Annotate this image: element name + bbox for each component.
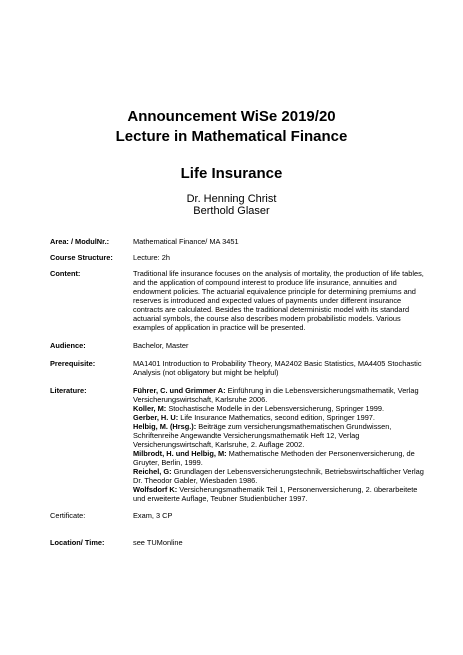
- content-label: Content:: [50, 269, 81, 278]
- literature-item: Milbrodt, H. und Helbig, M: Mathematische Methoden der Personenversicherung, de Gruyter, Berlin, 1999.: [133, 449, 415, 467]
- area-label: Area: / ModulNr.:: [50, 237, 110, 246]
- content-value: Traditional life insurance focuses on the analysis of mortality, the production of life tables, and the application of compound interest to produce life insurance, annuities and endowment policies. The actuarial equivalence principle for determining premiums and reserves is introduced and expected values of payments under different insurance contracts are calculated. Besides the traditional deterministic model with its standard actuarial symbols, the course also describes modern probabilistic models. Various examples of application in practice will be presented.: [133, 269, 424, 332]
- literature-item: Führer, C. und Grimmer A: Einführung in die Lebensversicherungsmathematik, Verlag Versicherungswirtschaft, Karlsruhe 2006.: [133, 386, 419, 404]
- literature-item: Gerber, H. U: Life Insurance Mathematics, second edition, Springer 1997.: [133, 413, 375, 422]
- certificate-label: Certificate:: [50, 511, 86, 520]
- certificate-value: Exam, 3 CP: [133, 511, 173, 520]
- prerequisite-value: MA1401 Introduction to Probability Theory, MA2402 Basic Statistics, MA4405 Stochastic Analysis (not obligatory but might be helpful): [133, 359, 422, 377]
- area-value: Mathematical Finance/ MA 3451: [133, 237, 239, 246]
- location-value: see TUMonline: [133, 538, 183, 547]
- audience-label: Audience:: [50, 341, 86, 350]
- literature-item: Wolfsdorf K: Versicherungsmathematik Teil 1, Personenversicherung, 2. überarbeitete und erweiterte Auflage, Teubner Studienbücher 1997.: [133, 485, 418, 503]
- location-label: Location/ Time:: [50, 538, 105, 547]
- author-name: Dr. Henning Christ: [186, 193, 277, 205]
- literature-list: [133, 386, 428, 503]
- structure-value: Lecture: 2h: [133, 253, 170, 262]
- literature-label: Literature:: [50, 386, 87, 395]
- structure-label: Course Structure:: [50, 253, 113, 262]
- literature-item: Helbig, M. (Hrsg.): Beiträge zum versicherungsmathematischen Grundwissen, Schriftenreihe Angewandte Versicherungsmathematik Heft 12, Verlag Versicherungswirtschaft, Karlsruhe, 2. Auflage 2002.: [133, 422, 392, 449]
- literature-item: Reichel, G: Grundlagen der Lebensversicherungstechnik, Betriebswirtschaftlicher Verlag Dr. Theodor Gabler, Wiesbaden 1986.: [133, 467, 424, 485]
- course-title: Life Insurance: [180, 165, 283, 182]
- literature-item: Koller, M: Stochastische Modelle in der Lebensversicherung, Springer 1999.: [133, 404, 385, 413]
- lecture-heading: Lecture in Mathematical Finance: [115, 128, 348, 145]
- prerequisite-label: Prerequisite:: [50, 359, 96, 368]
- announcement-heading: Announcement WiSe 2019/20: [127, 108, 336, 125]
- audience-value: Bachelor, Master: [133, 341, 189, 350]
- author-name: Berthold Glaser: [193, 205, 270, 217]
